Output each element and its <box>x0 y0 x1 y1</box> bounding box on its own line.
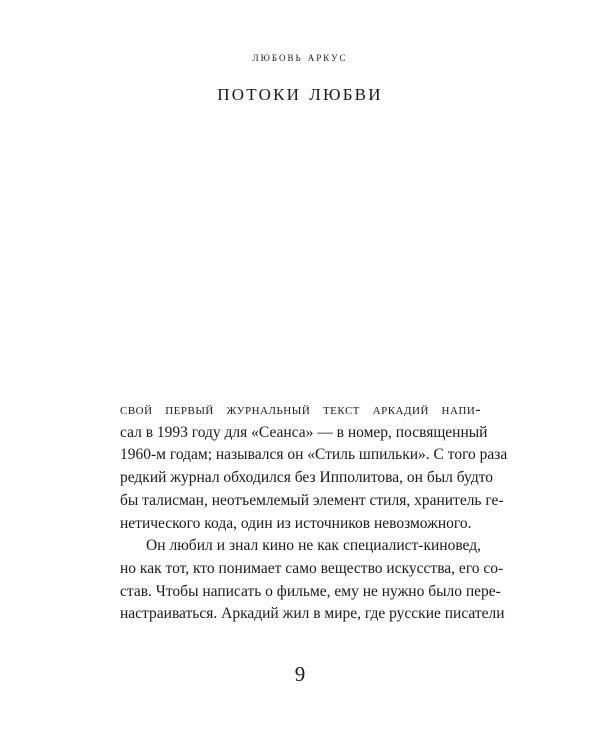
text-line: сал в 1993 году для «Сеанса» — в номер, посвященный <box>120 423 488 441</box>
text-line: нетического кода, один из источников невозможного. <box>120 514 472 532</box>
text-line: Он любил и знал кино не как специалист-киновед, <box>146 537 481 555</box>
text-line: свой первый журнальный текст аркадий напи- <box>120 401 481 418</box>
running-head-author: любовь аркус <box>252 50 348 64</box>
chapter-title: потоки любви <box>217 80 383 106</box>
text-line: бы талисман, неотъемлемый элемент стиля, хранитель ге- <box>120 491 504 509</box>
text-line: настраиваться. Аркадий жил в мире, где русские писатели <box>120 605 505 623</box>
text-line: став. Чтобы написать о фильме, ему не нужно было пере- <box>120 582 501 600</box>
body-text <box>120 399 508 626</box>
text-line: редкий журнал обходился без Ипполитова, он был будто <box>120 469 494 487</box>
text-line: но как тот, кто понимает само вещество искусства, его со- <box>120 559 504 577</box>
text-line: 1960-м годам; назывался он «Стиль шпильки». С того раза <box>120 446 508 464</box>
page-number: 9 <box>294 662 306 686</box>
